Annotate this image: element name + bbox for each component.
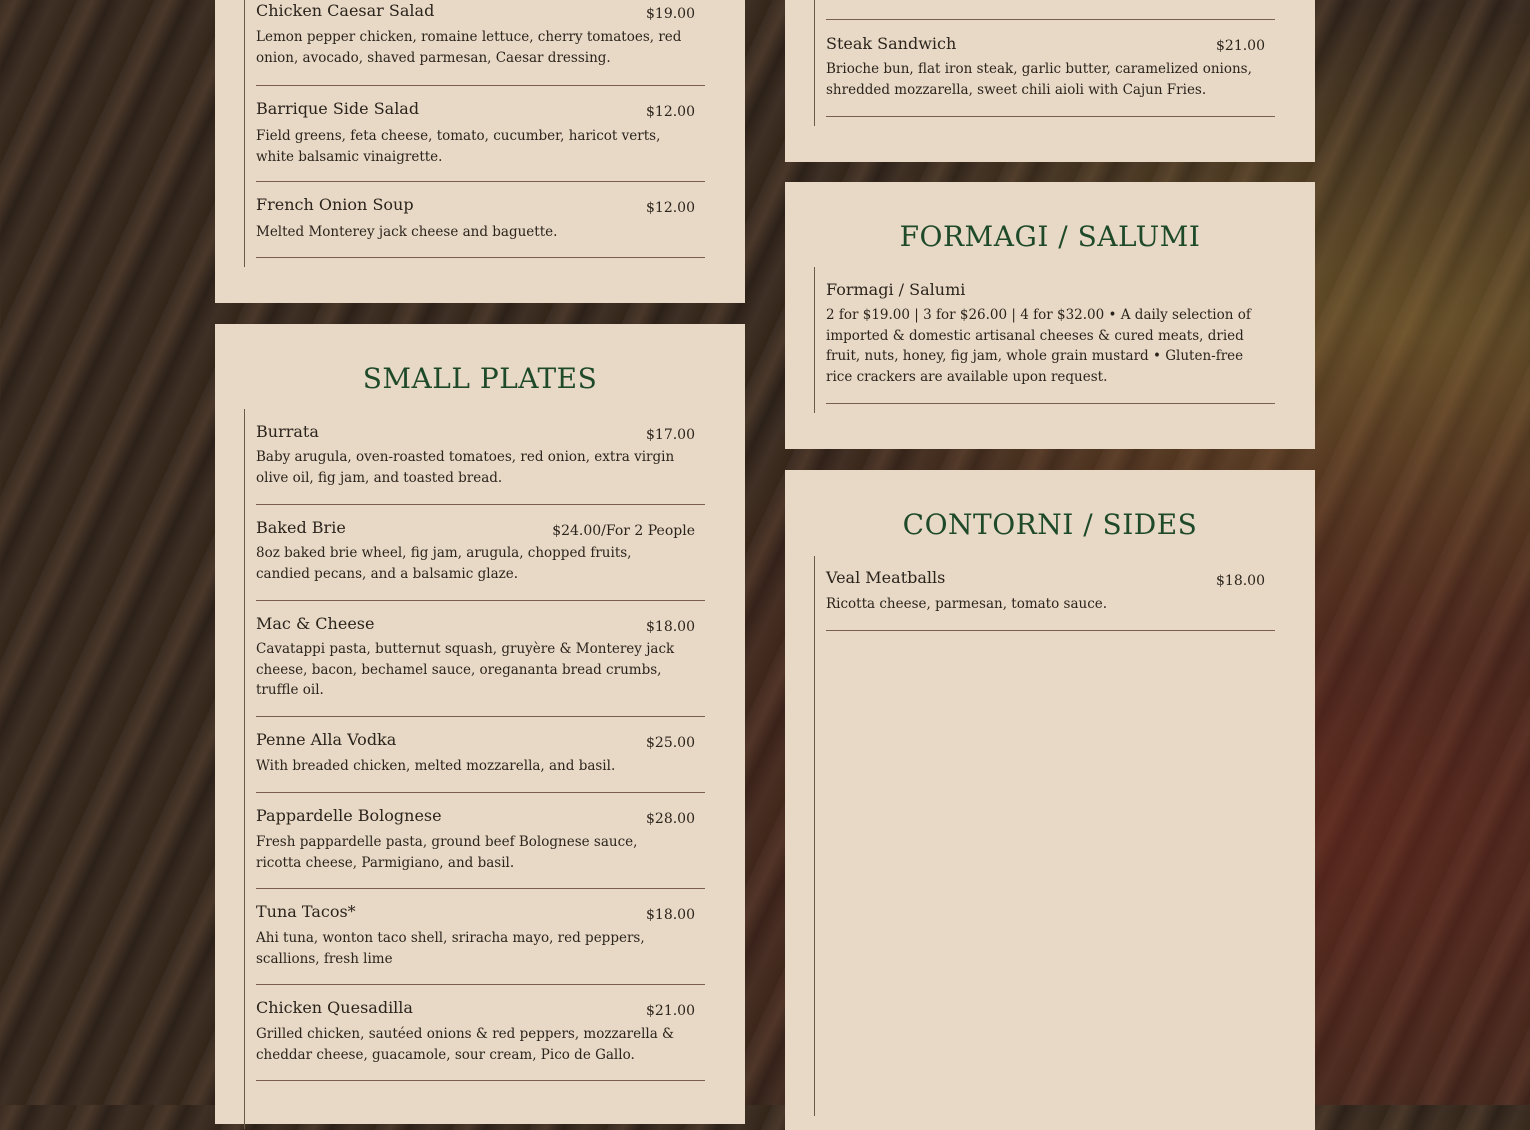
item-description: Field greens, feta cheese, tomato, cucumber, haricot verts, white balsamic vinaigrette. [256, 128, 661, 165]
item-price: $18.00 [1216, 573, 1265, 589]
item-name: Pappardelle Bolognese [256, 806, 442, 825]
item-description: Cavatappi pasta, butternut squash, gruyère & Monterey jack cheese, bacon, bechamel sauce, oregananta bread crumbs, truffle oil. [256, 641, 675, 698]
item-price: $28.00 [646, 811, 695, 827]
menu-item [256, 86, 705, 182]
menu-item [256, 182, 705, 258]
item-price: $12.00 [646, 104, 695, 120]
item-description: 8oz baked brie wheel, fig jam, arugula, chopped fruits, candied pecans, and a balsamic glaze. [256, 545, 632, 582]
menu-item [826, 556, 1275, 631]
item-price: $21.00 [1216, 38, 1265, 54]
item-name: Burrata [256, 422, 319, 441]
item-name: Tuna Tacos* [256, 902, 356, 921]
item-description: 2 for $19.00 | 3 for $26.00 | 4 for $32.00 • A daily selection of imported & domestic artisanal cheeses & cured meats, dried fruit, nuts, honey, fig jam, whole grain mustard • Gluten-free rice crackers are available upon request. [826, 307, 1251, 385]
item-price: $24.00/For 2 People [552, 523, 695, 539]
item-description: With breaded chicken, melted mozzarella, and basil. [256, 758, 616, 774]
item-price: $21.00 [646, 1003, 695, 1019]
menu-item [256, 889, 705, 985]
menu-item-list [244, 409, 705, 1129]
menu-item [256, 985, 705, 1081]
item-name: Baked Brie [256, 518, 346, 537]
item-description: Fresh pappardelle pasta, ground beef Bolognese sauce, ricotta cheese, Parmigiano, and basil. [256, 834, 638, 871]
menu-item-list [814, 267, 1275, 413]
item-description: Brioche bun, flat iron steak, garlic butter, caramelized onions, shredded mozzarella, sweet chili aioli with Cajun Fries. [826, 61, 1252, 98]
item-description: Ahi tuna, wonton taco shell, sriracha mayo, red peppers, scallions, fresh lime [256, 930, 645, 967]
menu-item [256, 409, 705, 505]
menu-item [256, 0, 705, 86]
menu-section-contorni-sides [785, 470, 1315, 1130]
section-title: FORMAGI / SALUMI [899, 220, 1201, 253]
item-name: Formagi / Salumi [826, 280, 966, 299]
menu-item [256, 717, 705, 793]
menu-item-list [814, 556, 1275, 1116]
item-name: Penne Alla Vodka [256, 730, 397, 749]
item-price: $18.00 [646, 619, 695, 635]
menu-section-small-plates [215, 324, 745, 1124]
menu-item [256, 505, 705, 601]
item-price: $18.00 [646, 907, 695, 923]
item-price: $12.00 [646, 200, 695, 216]
item-description: Ricotta cheese, parmesan, tomato sauce. [826, 596, 1108, 612]
item-name: Mac & Cheese [256, 614, 375, 633]
menu-item-list [814, 0, 1275, 126]
item-description: Melted Monterey jack cheese and baguette. [256, 224, 558, 240]
section-title: CONTORNI / SIDES [902, 508, 1198, 541]
menu-item-list [244, 0, 705, 267]
menu-section-formagi-salumi [785, 182, 1315, 449]
menu-item [826, 20, 1275, 117]
item-name: Veal Meatballs [826, 568, 946, 587]
item-price: $19.00 [646, 6, 695, 22]
menu-item [256, 793, 705, 889]
item-name: Chicken Quesadilla [256, 998, 413, 1017]
item-name: French Onion Soup [256, 195, 414, 214]
menu-item [826, 267, 1275, 404]
item-description: Baby arugula, oven-roasted tomatoes, red onion, extra virgin olive oil, fig jam, and toasted bread. [256, 449, 675, 486]
item-description: Lemon pepper chicken, romaine lettuce, cherry tomatoes, red onion, avocado, shaved parmesan, Caesar dressing. [256, 29, 682, 66]
item-price: $17.00 [646, 427, 695, 443]
menu-item [256, 601, 705, 717]
section-title: SMALL PLATES [362, 362, 598, 395]
item-name: Barrique Side Salad [256, 99, 420, 118]
menu-section-sandwiches [785, 0, 1315, 162]
item-description: Grilled chicken, sautéed onions & red peppers, mozzarella & cheddar cheese, guacamole, sour cream, Pico de Gallo. [256, 1026, 675, 1063]
item-name: Steak Sandwich [826, 34, 957, 53]
item-price: $25.00 [646, 735, 695, 751]
item-name: Chicken Caesar Salad [256, 1, 435, 20]
menu-section-salads [215, 0, 745, 303]
